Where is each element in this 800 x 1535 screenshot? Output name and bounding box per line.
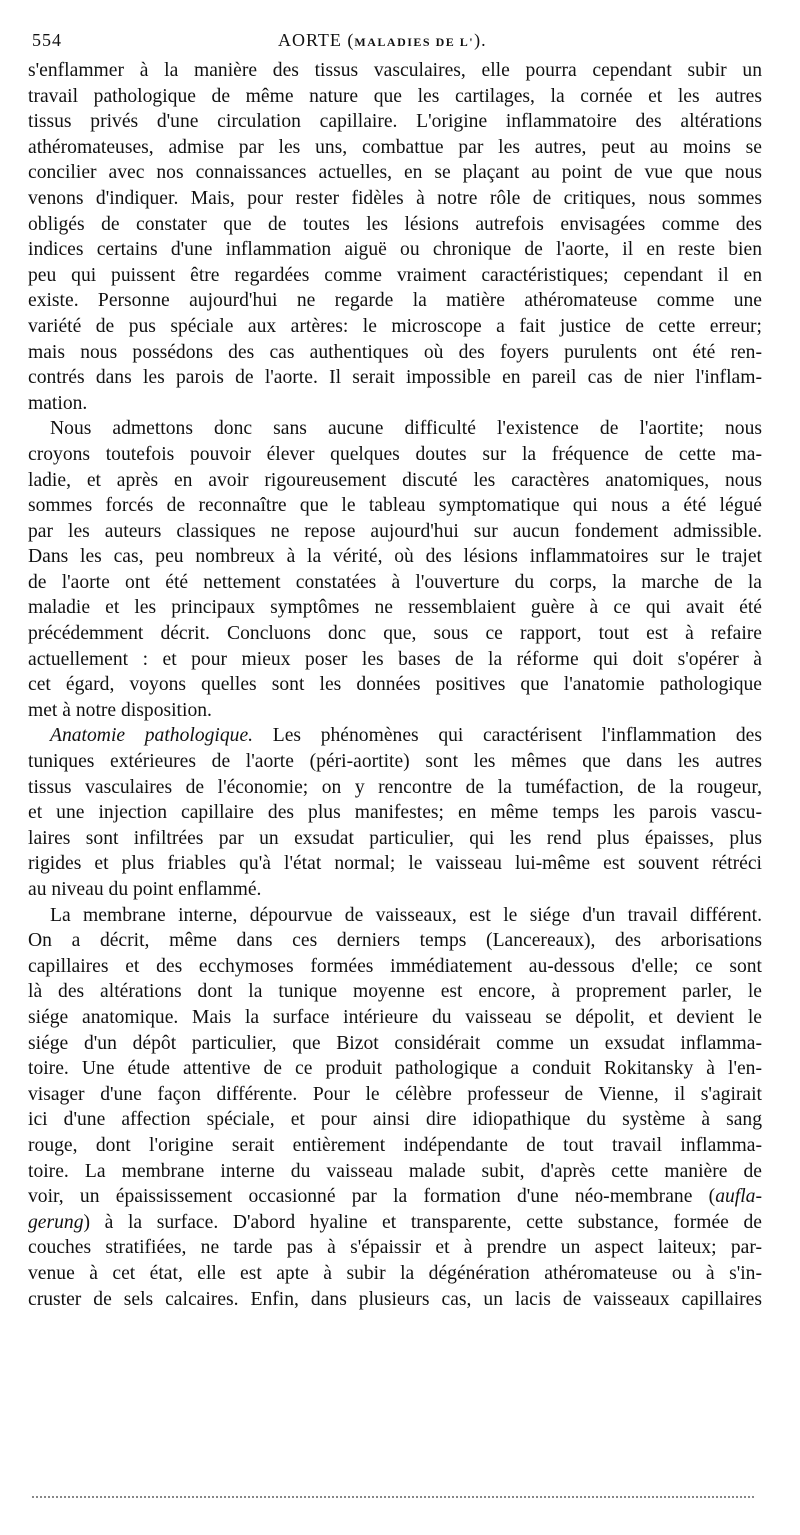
text-segment: Les phénomènes qui caractérisent l'inflammation des bbox=[253, 725, 762, 747]
text-line: tuniques extérieures de l'aorte (péri-aortite) sont les mêmes que dans les autres bbox=[28, 751, 762, 773]
document-page bbox=[28, 22, 762, 1312]
text-line: là des altérations dont la tunique moyenne est encore, à proprement parler, le bbox=[28, 981, 762, 1003]
text-line: s'enflammer à la manière des tissus vasculaires, elle pourra cependant subir un bbox=[28, 60, 762, 81]
text-line: ladie, et après en avoir rigoureusement discuté les caractères anatomiques, nous bbox=[28, 469, 762, 491]
running-header bbox=[28, 22, 762, 58]
text-line bbox=[28, 1184, 762, 1210]
text-line bbox=[28, 1210, 762, 1236]
text-line: de l'aorte ont été nettement constatées à l'ouverture du corps, la marche de la bbox=[28, 571, 762, 593]
text-line: tissus vasculaires de l'économie; on y rencontre de la tuméfaction, de la rougeur, bbox=[28, 776, 762, 798]
text-line: actuellement : et pour mieux poser les bases de la réforme qui doit s'opérer à bbox=[28, 648, 762, 670]
page-number: 554 bbox=[32, 30, 62, 50]
paragraph bbox=[28, 58, 762, 416]
text-line: travail pathologique de même nature que les cartilages, la cornée et les autres bbox=[28, 85, 762, 107]
text-line: et une injection capillaire des plus manifestes; en même temps les parois vascu- bbox=[28, 802, 762, 824]
text-line: sommes forcés de reconnaître que le tableau symptomatique qui nous a été légué bbox=[28, 495, 762, 517]
italic-term: aufla- bbox=[715, 1186, 762, 1208]
text-line: rigides et plus friables qu'à l'état normal; le vaisseau lui-même est souvent rétréci bbox=[28, 853, 762, 875]
text-line: ici d'une affection spéciale, et pour ainsi dire idiopathique du système à sang bbox=[28, 1109, 762, 1131]
text-line: croyons toutefois pouvoir élever quelques doutes sur la fréquence de cette ma- bbox=[28, 443, 762, 465]
text-line: cruster de sels calcaires. Enfin, dans plusieurs cas, un lacis de vaisseaux capillaires bbox=[28, 1288, 762, 1310]
text-line: contrés dans les parois de l'aorte. Il serait impossible en pareil cas de nier l'inflam- bbox=[28, 367, 762, 389]
text-line: siége anatomique. Mais la surface intérieure du vaisseau se dépolit, et devient le bbox=[28, 1006, 762, 1028]
running-title bbox=[278, 30, 487, 51]
text-line: met à notre disposition. bbox=[28, 699, 212, 721]
text-line: par les auteurs classiques ne repose aujourd'hui sur aucun fondement admissible. bbox=[28, 520, 762, 542]
running-title-end: ). bbox=[474, 30, 487, 50]
text-line: maladie et les principaux symptômes ne ressemblaient guère à ce qui avait été bbox=[28, 597, 762, 619]
text-line: obligés de constater que de toutes les lésions autrefois envisagées comme des bbox=[28, 213, 762, 235]
text-line: existe. Personne aujourd'hui ne regarde la matière athéromateuse comme une bbox=[28, 290, 762, 312]
section-heading: Anatomie pathologique. bbox=[50, 725, 254, 747]
text-line: venons d'indiquer. Mais, pour rester fidèles à notre rôle de critiques, nous sommes bbox=[28, 187, 762, 209]
text-line: Dans les cas, peu nombreux à la vérité, où des lésions inflammatoires sur le trajet bbox=[28, 546, 762, 568]
text-line: au niveau du point enflammé. bbox=[28, 879, 262, 900]
text-line: couches stratifiées, ne tarde pas à s'épaissir et à prendre un aspect laiteux; par- bbox=[28, 1237, 762, 1259]
text-line: indices certains d'une inflammation aiguë ou chronique de l'aorte, il en reste bien bbox=[28, 239, 762, 261]
text-line: concilier avec nos connaissances actuelles, en se plaçant au point de vue que nous bbox=[28, 162, 762, 184]
text-line bbox=[28, 723, 762, 749]
paragraph bbox=[28, 903, 762, 1313]
running-title-main: AORTE ( bbox=[278, 30, 355, 50]
paragraph bbox=[28, 416, 762, 723]
text-line: visager d'une façon différente. Pour le célèbre professeur de Vienne, il s'agirait bbox=[28, 1083, 762, 1105]
text-line: tissus privés d'une circulation capillaire. L'origine inflammatoire des altérations bbox=[28, 111, 762, 133]
text-segment: ) à la surface. D'abord hyaline et transparente, cette substance, formée de bbox=[83, 1211, 762, 1233]
text-line: La membrane interne, dépourvue de vaisseaux, est le siége d'un travail différent. bbox=[50, 904, 762, 926]
text-line: toire. Une étude attentive de ce produit pathologique a conduit Rokitansky à l'en- bbox=[28, 1058, 762, 1080]
text-line: siége d'un dépôt particulier, que Bizot considérait comme un exsudat inflamma- bbox=[28, 1032, 762, 1054]
running-title-subtitle: MALADIES DE L' bbox=[354, 35, 475, 49]
text-line: toire. La membrane interne du vaisseau malade subit, d'après cette manière de bbox=[28, 1160, 762, 1182]
text-line: mais nous possédons des cas authentiques où des foyers purulents ont été ren- bbox=[28, 341, 762, 363]
text-line: Nous admettons donc sans aucune difficulté l'existence de l'aortite; nous bbox=[50, 418, 762, 440]
text-line: peu qui puissent être regardées comme vraiment caractéristiques; cependant il en bbox=[28, 264, 762, 286]
body-text bbox=[28, 58, 762, 1312]
text-line: mation. bbox=[28, 392, 88, 414]
paragraph bbox=[28, 723, 762, 902]
text-line: rouge, dont l'origine serait entièrement indépendante de tout travail inflamma- bbox=[28, 1134, 762, 1156]
text-segment: voir, un épaississement occasionné par la formation d'une néo-membrane ( bbox=[28, 1186, 716, 1208]
footer-dotted-rule bbox=[32, 1496, 754, 1498]
text-line: variété de pus spéciale aux artères: le microscope a fait justice de cette erreur; bbox=[28, 315, 762, 337]
text-line: venue à cet état, elle est apte à subir la dégénération athéromateuse ou à s'in- bbox=[28, 1262, 762, 1284]
text-line: laires sont infiltrées par un exsudat particulier, qui les rend plus épaisses, plus bbox=[28, 827, 762, 849]
text-line: On a décrit, même dans ces derniers temps (Lancereaux), des arborisations bbox=[28, 930, 762, 952]
text-line: athéromateuses, admise par les uns, combattue par les autres, peut au moins se bbox=[28, 136, 762, 158]
italic-term: gerung bbox=[28, 1211, 84, 1233]
text-line: cet égard, voyons quelles sont les données positives que l'anatomie pathologique bbox=[28, 674, 762, 696]
text-line: précédemment décrit. Concluons donc que, sous ce rapport, tout est à refaire bbox=[28, 623, 762, 645]
text-line: capillaires et des ecchymoses formées immédiatement au-dessous d'elle; ce sont bbox=[28, 955, 762, 977]
